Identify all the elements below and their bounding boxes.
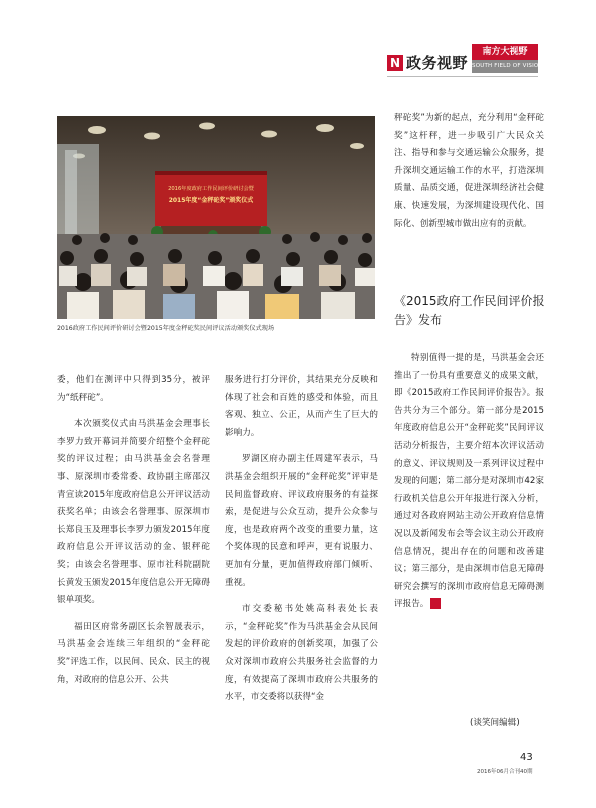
paragraph: 委，他们在测评中只得到35分，被评为“纸秤砣”。 [57, 375, 210, 403]
end-mark-icon: N [430, 598, 441, 609]
paragraph: 市交委秘书处姚高科表处长表示，“金秤砣奖”作为马洪基金会从民间发起的评价政府的创新奖项，加强了公众对深圳市政府公共服务社会监督的力度，有效提高了深圳市政府公共服务的水平，市交委将以获得“金 [225, 604, 378, 703]
photo-caption: 2016政府工作民间评价研讨会暨2015年度金秤砣奖民间评议活动颁奖仪式现场 [57, 325, 275, 332]
section-title: 政务视野 [406, 54, 469, 72]
editor-credit: (谈笑间编辑) [470, 718, 520, 728]
banner-line-2: 2015年度“金秤砣奖”颁奖仪式 [168, 197, 254, 204]
paragraph: 福田区府常务副区长余智晟表示，马洪基金会连续三年组织的“金秤砣奖”评选工作，以民间、民众、民主的视角，对政府的信息公开、公共 [57, 621, 210, 685]
column-3-body [394, 350, 544, 614]
paragraph: 秤砣奖”为新的起点，充分利用“金秤砣奖”这杆秤，进一步吸引广大民众关注、指导和参与交通运输公众服务，提升深圳交通运输工作的水平，打造深圳质量、品质交通，促进深圳经济社会健康、快速发展，为深圳建设现代化、国际化、创新型城市做出应有的贡献。 [394, 113, 544, 229]
issue-label: 2016年06月合刊40期 [477, 769, 533, 775]
header-divider [387, 76, 538, 77]
event-photo [57, 116, 375, 319]
column-3-top [394, 110, 544, 233]
paragraph: 本次颁奖仪式由马洪基金会理事长李罗力致开幕词并简要介绍整个金秤砣奖的评议过程；由马洪基金会名誉理事、原深圳市委常委、政协副主席邵汉青宣读2015年度政府信息公开评议活动获奖名单；由该会名誉理事、原深圳市长郑良玉及理事长李罗力颁发2015年度政府信息公开评议活动的金、银秤砣奖；由该会名誉理事、原市社科院副院长黄发玉颁发2015年度信息公开无障碍银单项奖。 [57, 419, 210, 606]
brand-english-label: SOUTH FIELD OF VISION [472, 60, 538, 73]
paragraph: 服务进行打分评价，其结果充分反映和体现了社会和百姓的感受和体验，而且客观、独立、公正，从而产生了巨大的影响力。 [225, 375, 378, 438]
page-number: 43 [520, 752, 533, 763]
section-subtitle: 《2015政府工作民间评价报告》发布 [394, 294, 545, 327]
column-1 [57, 372, 210, 689]
brand-label: 南方大视野 [472, 44, 538, 60]
banner-line-1: 2016年度政府工作民间评价研讨会暨 [168, 186, 254, 192]
logo-n-icon: N [387, 55, 403, 71]
column-2 [225, 372, 378, 707]
paragraph [394, 350, 544, 614]
paragraph: 罗湖区府办副主任周建军表示，马洪基金会组织开展的“金秤砣奖”评审是民间监督政府、评议政府服务的有益探索，是促进与公众互动，提升公众参与度，也是政府两个改变的重要力量，这个奖体现的民意和呼声，更有说服力、更加有分量，更加值得政府部门倾听、重视。 [225, 454, 378, 588]
paragraph-text: 特别值得一提的是，马洪基金会还推出了一份具有重要意义的成果文献，即《2015政府工作民间评价报告》。报告共分为三个部分。第一部分是2015年度政府信息公开“金秤砣奖”民间评议活动分析报告，主要介绍本次评议活动的意义、评议规则及一系列评议过程中发现的问题；第二部分是对深圳市42家行政机关信息公开年报进行深入分析，通过对各政府网站主动公开政府信息情况以及新闻发布会等会议主动公开政府信息情况，提出存在的问题和改善建议；第三部分，是由深圳市信息无障碍研究会撰写的深圳市政府信息无障碍测评报告。 [394, 353, 544, 610]
